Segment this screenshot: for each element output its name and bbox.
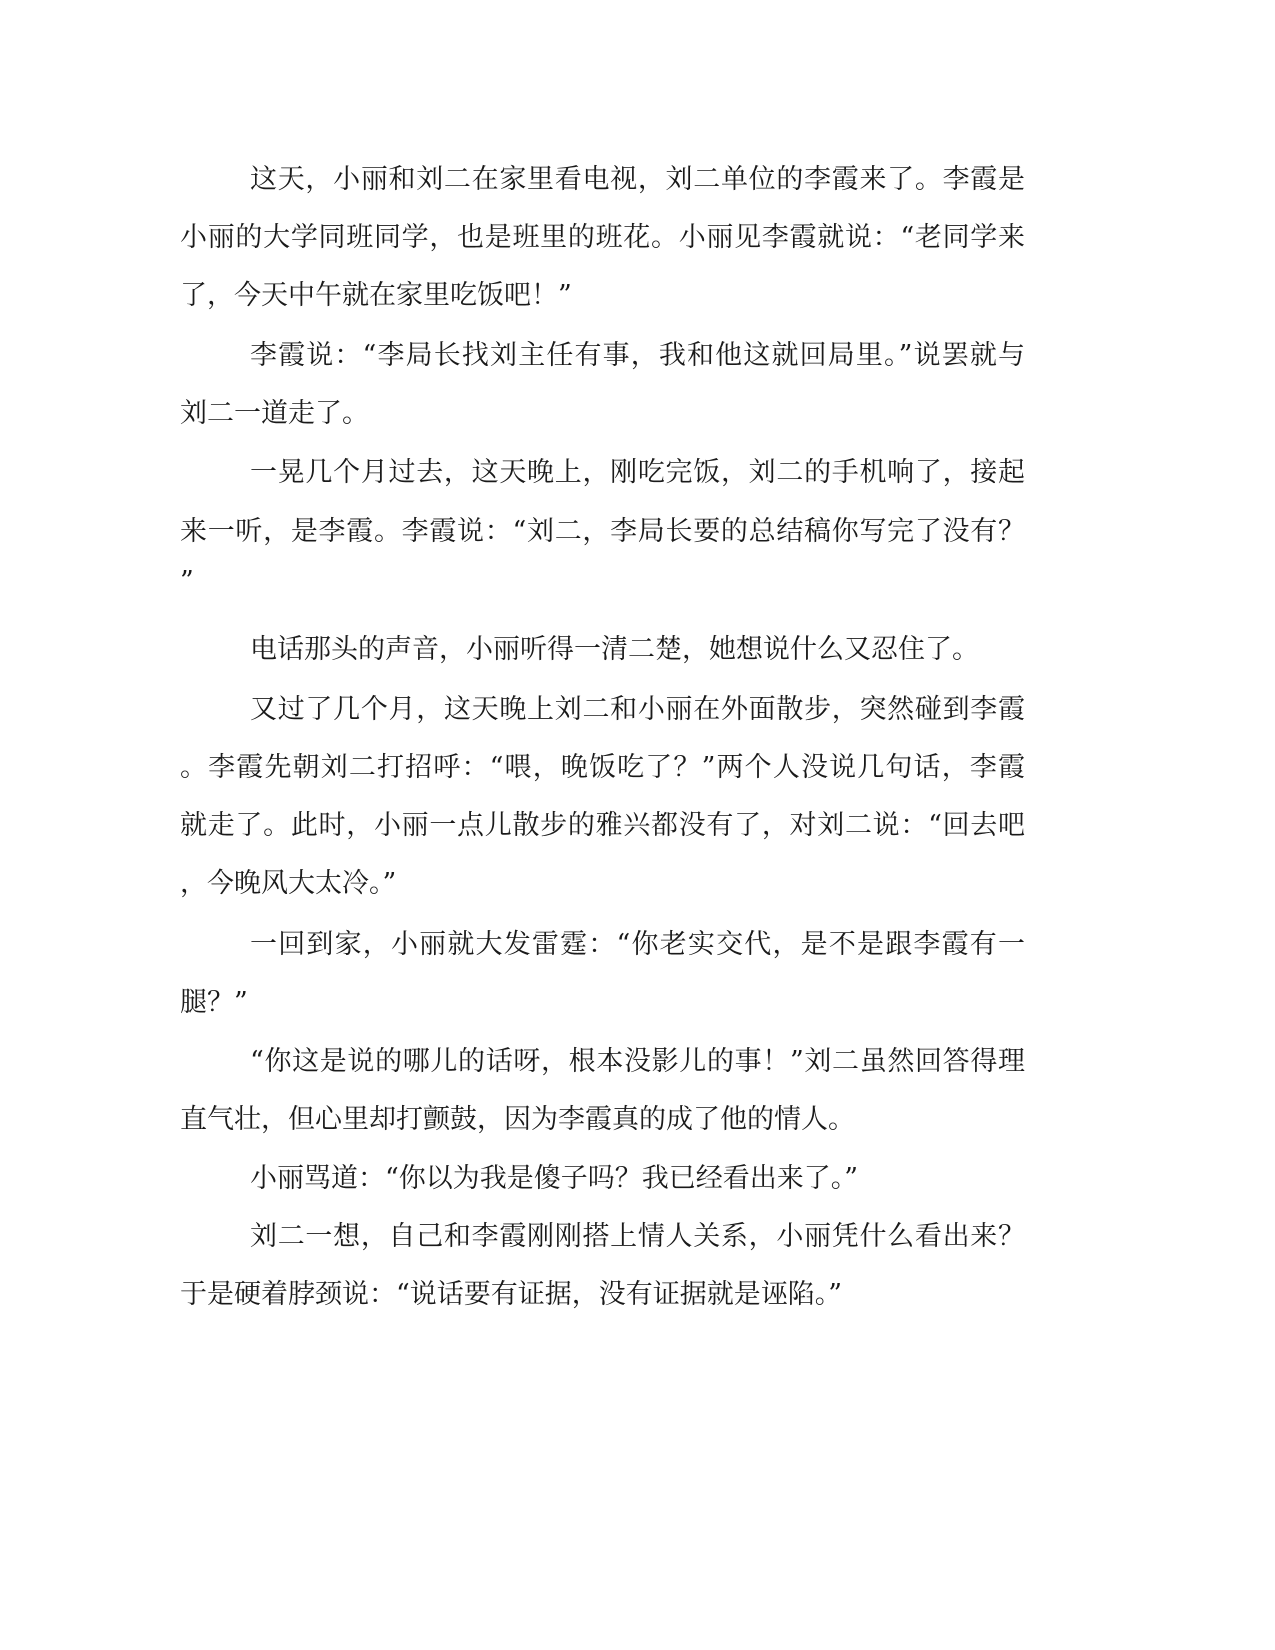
text-line: [0, 453, 1275, 493]
paragraph-line: 小丽的大学同班同学，也是班里的班花。小丽见李霞就说：“老同学来: [180, 222, 1025, 253]
paragraph-line: 。李霞先朝刘二打招呼：“喂，晚饭吃了？”两个人没说几句话，李霞: [180, 752, 1025, 783]
text-line: [0, 160, 1275, 200]
paragraph-line: 小丽骂道：“你以为我是傻子吗？我已经看出来了。”: [250, 1163, 859, 1194]
paragraph-line: 电话那头的声音，小丽听得一清二楚，她想说什么又忍住了。: [250, 634, 979, 665]
text-line: [0, 1100, 1275, 1140]
text-line: [0, 983, 1275, 1023]
paragraph-line: 直气壮，但心里却打颤鼓，因为李霞真的成了他的情人。: [180, 1104, 855, 1135]
paragraph-line: 一晃几个月过去，这天晚上，刚吃完饭，刘二的手机响了，接起: [250, 457, 1025, 488]
text-line: [0, 276, 1275, 316]
paragraph-line: 来一听，是李霞。李霞说：“刘二，李局长要的总结稿你写完了没有？: [180, 516, 1025, 547]
paragraph-line: “你这是说的哪儿的话呀，根本没影儿的事！”刘二虽然回答得理: [250, 1046, 1025, 1077]
text-line: [0, 218, 1275, 258]
paragraph-line: 李霞说：“李局长找刘主任有事，我和他这就回局里。”说罢就与: [250, 340, 1025, 371]
paragraph-line: 一回到家，小丽就大发雷霆：“你老实交代，是不是跟李霞有一: [250, 929, 1025, 960]
text-line: [0, 806, 1275, 846]
text-line: [0, 1275, 1275, 1315]
text-line: [0, 336, 1275, 376]
text-line: [0, 512, 1275, 552]
text-line: [0, 864, 1275, 904]
text-line: [0, 925, 1275, 965]
paragraph-line: 于是硬着脖颈说：“说话要有证据，没有证据就是诬陷。”: [180, 1279, 843, 1310]
text-line: [0, 1159, 1275, 1199]
paragraph-line: ”: [180, 566, 194, 597]
text-line: [0, 562, 1275, 602]
paragraph-line: ，今晚风大太冷。”: [180, 868, 397, 899]
text-line: [0, 748, 1275, 788]
text-line: [0, 630, 1275, 670]
text-line: [0, 1042, 1275, 1082]
paragraph-line: 腿？”: [180, 987, 248, 1018]
text-line: [0, 1217, 1275, 1257]
text-line: [0, 690, 1275, 730]
paragraph-line: 了，今天中午就在家里吃饭吧！”: [180, 280, 572, 311]
text-line: [0, 394, 1275, 434]
paragraph-line: 就走了。此时，小丽一点儿散步的雅兴都没有了，对刘二说：“回去吧: [180, 810, 1025, 841]
paragraph-line: 刘二一道走了。: [180, 398, 369, 429]
paragraph-line: 刘二一想，自己和李霞刚刚搭上情人关系，小丽凭什么看出来？: [250, 1221, 1025, 1252]
paragraph-line: 这天，小丽和刘二在家里看电视，刘二单位的李霞来了。李霞是: [250, 164, 1025, 195]
paragraph-line: 又过了几个月，这天晚上刘二和小丽在外面散步，突然碰到李霞: [250, 694, 1025, 725]
